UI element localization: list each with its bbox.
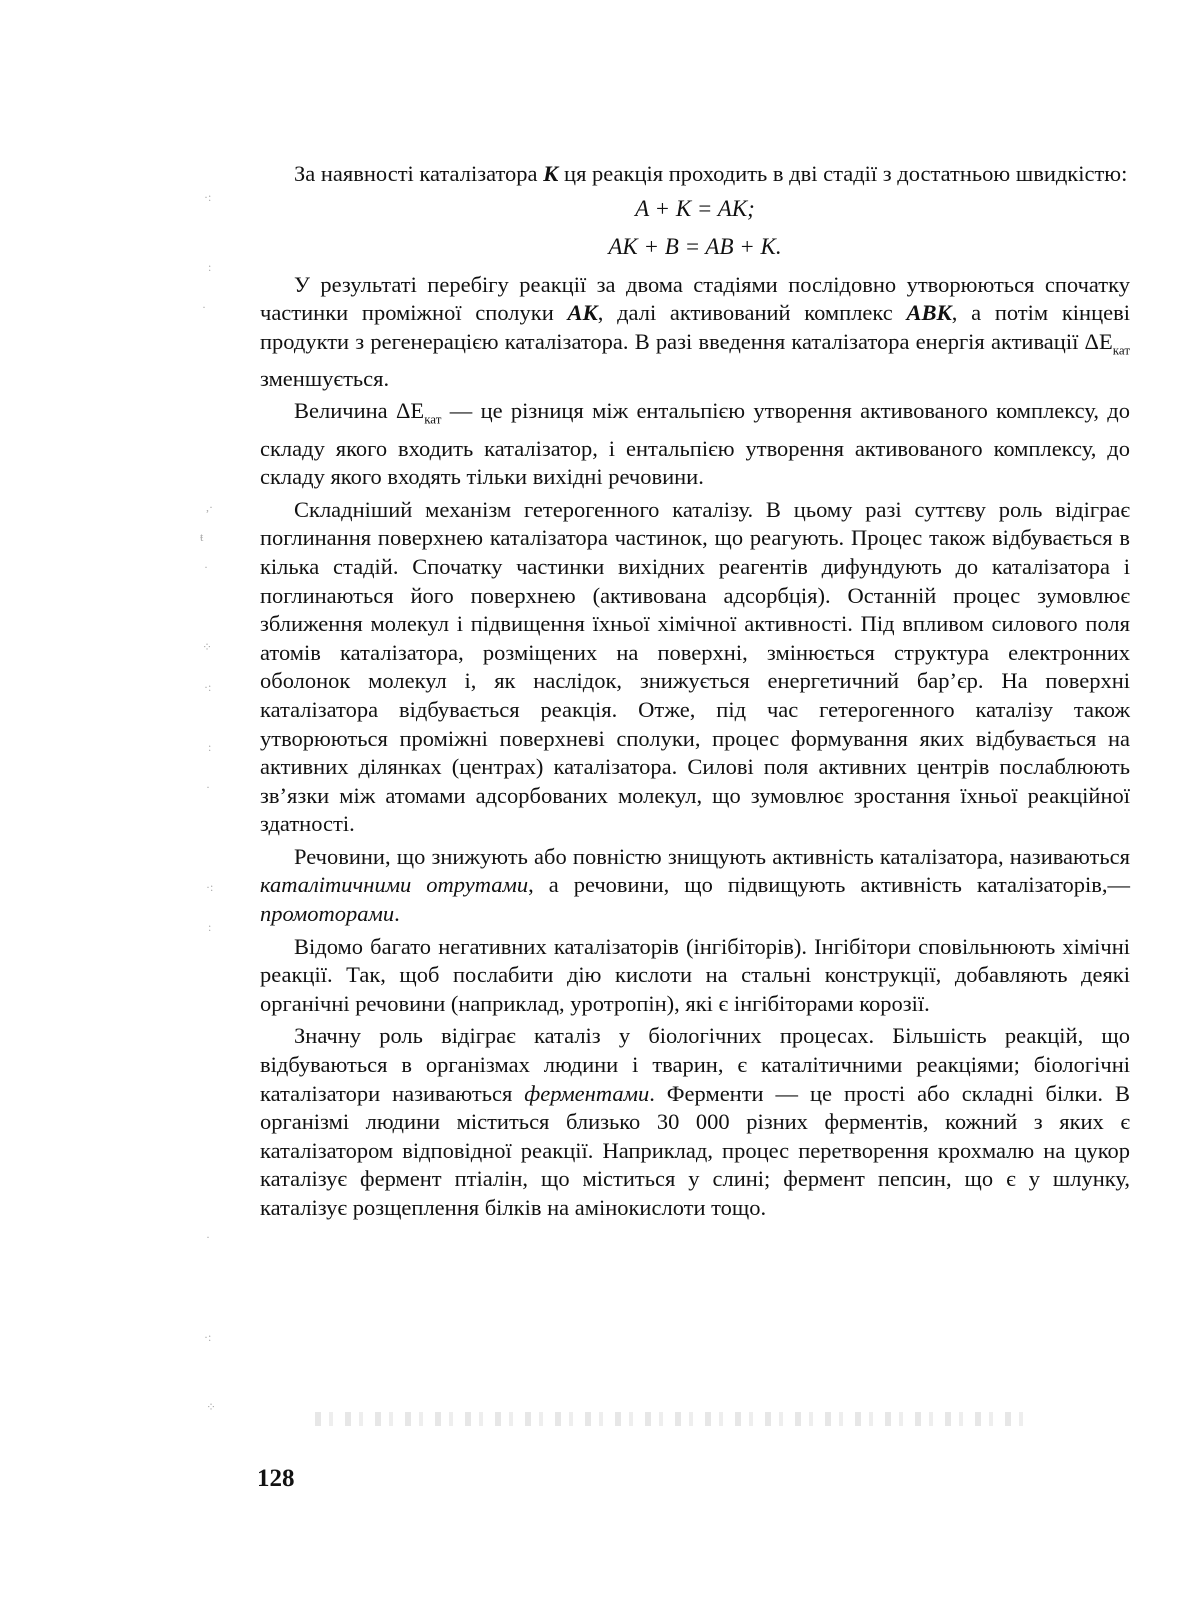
paragraph-activation-energy: Величина $\Delta E_{кат}$ — це різниця між ентальпією утворення активованого комплексу, до складу якого входить каталізатор, і ентальпією утворення активованого комплексу, до складу якого входять тільки вихідні речовини.: [260, 398, 1130, 490]
margin-scan-specks: ·: : · ,· ŧ · ⁘ ·: : · ·: : · ·: ⁘: [200, 190, 217, 1414]
paragraph-reaction-result: У результаті перебігу реакції за двома стадіями послідовно утворюються спочатку частинки проміжної сполуки АК, далі активований комплекс АВК, а потім кінцеві продукти з регенерацією каталізатора. В разі введення каталізатора енергія активації $\Delta E_{кат}$ зменшується.: [260, 271, 1130, 391]
formula-step-1: A + K = AK;: [635, 195, 755, 221]
paragraph-catalyst-stages: За наявності каталізатора К ця реакція проходить в дві стадії з достатньою швидкістю:: [294, 161, 1128, 186]
paragraph-heterogeneous-catalysis: Складніший механізм гетерогенного каталізу. В цьому разі суттєву роль відіграє поглинання поверхнею каталізатора частинок, що реагують. Процес також відбувається в кілька стадій. Спочатку частинки вихідних реагентів дифундують до каталізатора і поглинаються його поверхнею (активована адсорбція). Останній процес зумовлює зближення молекул і підвищення їхньої хімічної активності. Під впливом силового поля атомів каталізатора, розміщених на поверхні, змінюється структура електронних оболонок молекул і, як наслідок, знижується енергетичний бар’єр. На поверхні каталізатора відбувається реакція. Отже, під час гетерогенного каталізу також утворюються проміжні поверхневі сполуки, процес формування яких відбувається на активних ділянках (центрах) каталізатора. Силові поля активних центрів послаблюють зв’язки між атомами адсорбованих молекул, що зумовлює зростання їхньої реакційної здатності.: [260, 496, 1130, 837]
paragraph-enzymes: Значну роль відіграє каталіз у біологічних процесах. Більшість реакцій, що відбуваються в організмах людини і тварин, є каталітичними реакціями; біологічні каталізатори називаються ферментами. Ферменти — це прості або складні білки. В організмі людини міститься близько 30 000 різних ферментів, кожний з яких є каталізатором відповідної реакції. Наприклад, процес перетворення крохмалю на цукор каталізує фермент птіалін, що міститься у слині; фермент пепсин, що є у шлунку, каталізує розщеплення білків на амінокислоти тощо.: [260, 1023, 1130, 1220]
formula-step-2: AK + B = AB + K.: [608, 233, 782, 259]
scan-noise-strip: [315, 1412, 1035, 1426]
paragraph-poisons-promoters: Речовини, що знижують або повністю знищують активність каталізатора, називаються каталітичними отрутами, а речовини, що підвищують активність каталізаторів,— промоторами.: [260, 843, 1130, 927]
paragraph-inhibitors: Відомо багато негативних каталізаторів (інгібіторів). Інгібітори сповільнюють хімічні реакції. Так, щоб послабити дію кислоти на стальні конструкції, добавляють деякі органічні речовини (наприклад, уротропін), які є інгібіторами корозії.: [260, 933, 1130, 1016]
page-number: 128: [257, 1465, 295, 1492]
page-body: [260, 160, 1130, 1227]
